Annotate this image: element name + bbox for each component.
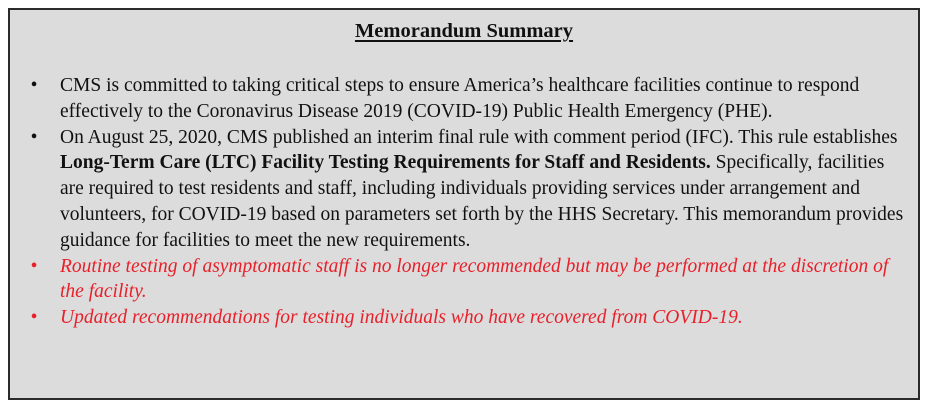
summary-bullet-list <box>24 73 904 331</box>
bullet-icon: • <box>30 255 38 277</box>
bullet-item-cms-commitment <box>24 73 904 125</box>
memorandum-summary-box <box>8 8 920 400</box>
bullet-icon: • <box>30 307 38 329</box>
bullet-text-bold: Long-Term Care (LTC) Facility Testing Requirements for Staff and Residents. <box>60 152 711 174</box>
bullet-icon: • <box>30 126 38 148</box>
bullet-text-before: On August 25, 2020, CMS published an interim final rule with comment period (IFC). This rule establishes <box>60 126 898 148</box>
bullet-icon: • <box>30 75 38 96</box>
bullet-item-updated-recommendations <box>24 305 904 331</box>
memo-title: Memorandum Summary <box>354 20 574 42</box>
bullet-text: CMS is committed to taking critical steps to ensure America’s healthcare facilities continue to respond effectively to the Coronavirus Disease 2019 (COVID-19) Public Health Emergency (PHE). <box>60 75 860 122</box>
bullet-text-after: Specifically, facilities are required to test residents and staff, including individuals providing services under arrangement and volunteers, for COVID-19 based on parameters set forth by the HHS Secretary. This memorandum provides guidance for facilities to meet the new requirements. <box>60 152 904 251</box>
bullet-item-routine-testing <box>24 254 904 306</box>
bullet-text: Updated recommendations for testing individuals who have recovered from COVID-19. <box>60 307 743 329</box>
bullet-item-ifc-rule <box>24 125 904 254</box>
bullet-text: Routine testing of asymptomatic staff is no longer recommended but may be performed at the discretion of the facility. <box>60 255 889 303</box>
